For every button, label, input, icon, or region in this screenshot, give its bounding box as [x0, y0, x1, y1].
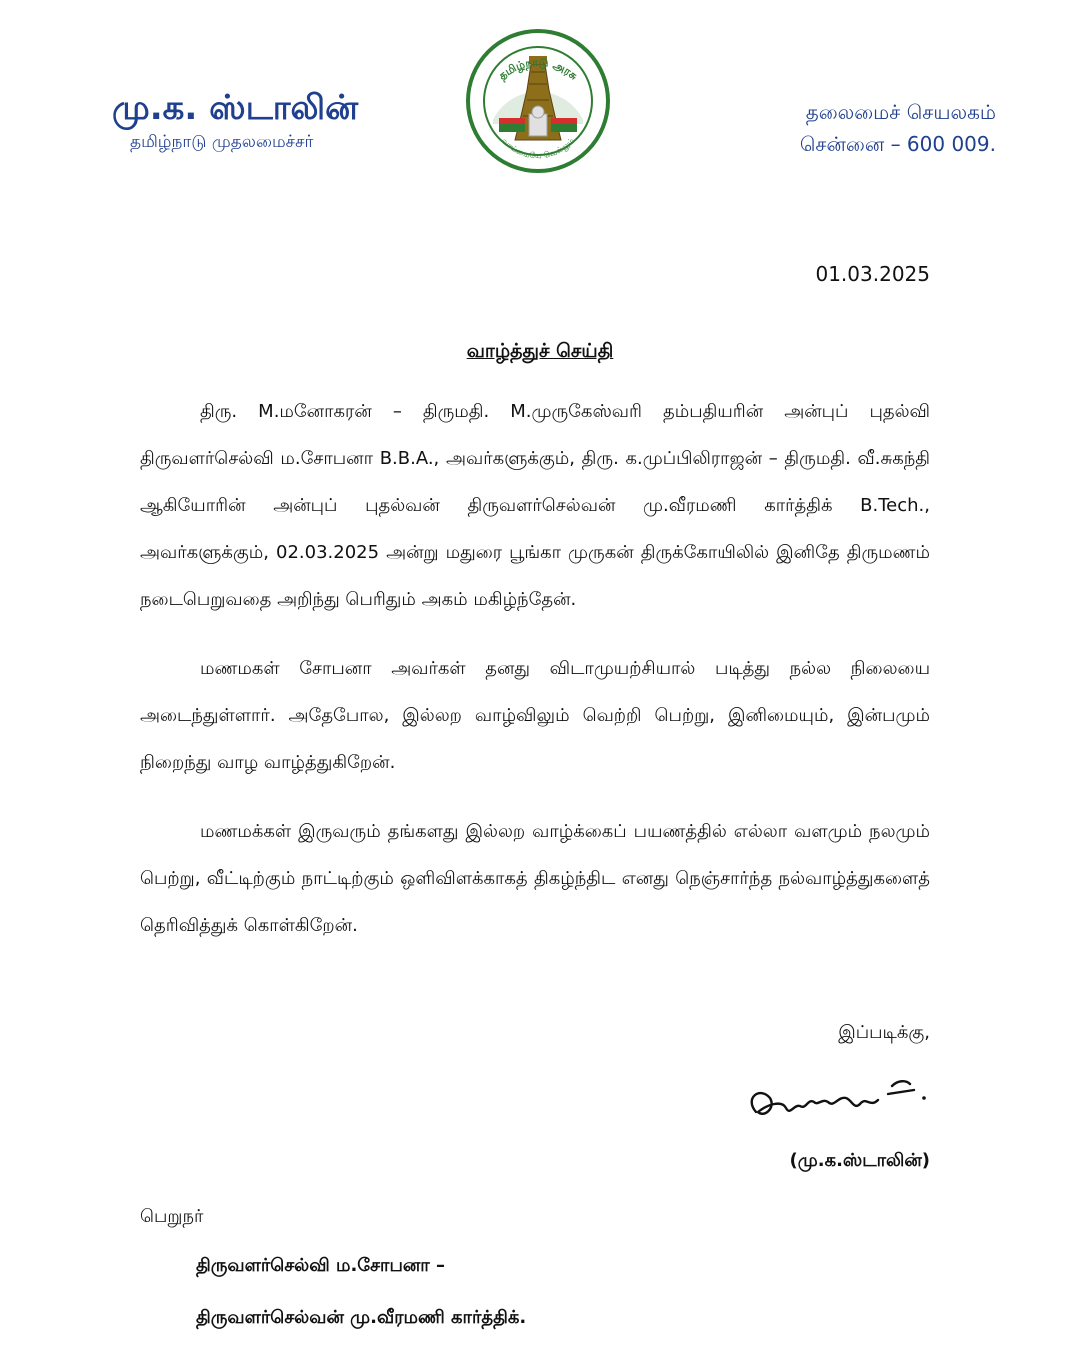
letter-body — [140, 388, 930, 971]
recipient-bride: திருவளர்செல்வி ம.சோபனா – — [196, 1255, 445, 1276]
signer-name: (மு.க.ஸ்டாலின்) — [789, 1150, 930, 1171]
body-paragraph: மணமக்கள் இருவரும் தங்களது இல்லற வாழ்க்கைப் பயணத்தில் எல்லா வளமும் நலமும் பெற்று, வீட்டிற்கும் நாட்டிற்கும் ஒளிவிளக்காகத் திகழ்ந்திட எனது நெஞ்சார்ந்த நல்வாழ்த்துகளைத் தெரிவித்துக் கொள்கிறேன். — [140, 821, 930, 936]
letter-date: 01.03.2025 — [815, 262, 930, 286]
recipient-groom: திருவளர்செல்வன் மு.வீரமணி கார்த்திக். — [196, 1307, 527, 1328]
office-address: சென்னை – 600 009. — [799, 132, 996, 156]
sender-name: மு.க. ஸ்டாலின் — [112, 88, 359, 128]
body-paragraph: மணமகள் சோபனா அவர்கள் தனது விடாமுயற்சியால் படித்து நல்ல நிலையை அடைந்துள்ளார். அதேபோல, இல்லற வாழ்விலும் வெற்றி பெற்று, இனிமையும், இன்பமும் நிறைந்து வாழ வாழ்த்துகிறேன். — [140, 658, 930, 773]
office-name: தலைமைச் செயலகம் — [805, 100, 996, 124]
letterhead-office — [800, 96, 996, 160]
svg-text:வாய்மையே வெல்லும்: வாய்மையே வெல்லும் — [499, 136, 577, 161]
sender-title: தமிழ்நாடு முதலமைச்சர் — [130, 132, 314, 152]
recipients — [196, 1240, 526, 1344]
svg-text:தமிழ்நாடு அரசு: தமிழ்நாடு அரசு — [495, 55, 581, 83]
letter-subject: வாழ்த்துச் செய்தி — [466, 340, 614, 362]
letterhead-sender — [112, 88, 372, 154]
closing-text: இப்படிக்கு, — [838, 1022, 930, 1043]
tamil-nadu-emblem-icon — [465, 28, 611, 174]
recipient-label: பெறுநர் — [140, 1206, 204, 1227]
signature-icon — [738, 1068, 938, 1132]
body-paragraph: திரு. M.மனோகரன் – திருமதி. M.முருகேஸ்வரி தம்பதியரின் அன்புப் புதல்வி திருவளர்செல்வி ம.சோபனா B.B.A., அவர்களுக்கும், திரு. க.முப்பிலிராஜன் – திருமதி. வீ.சுகந்தி ஆகியோரின் அன்புப் புதல்வன் திருவளர்செல்வன் மு.வீரமணி கார்த்திக் B.Tech., அவர்களுக்கும், 02.03.2025 அன்று மதுரை பூங்கா முருகன் திருக்கோயிலில் இனிதே திருமணம் நடைபெறுவதை அறிந்து பெரிதும் அகம் மகிழ்ந்தேன். — [140, 401, 930, 610]
